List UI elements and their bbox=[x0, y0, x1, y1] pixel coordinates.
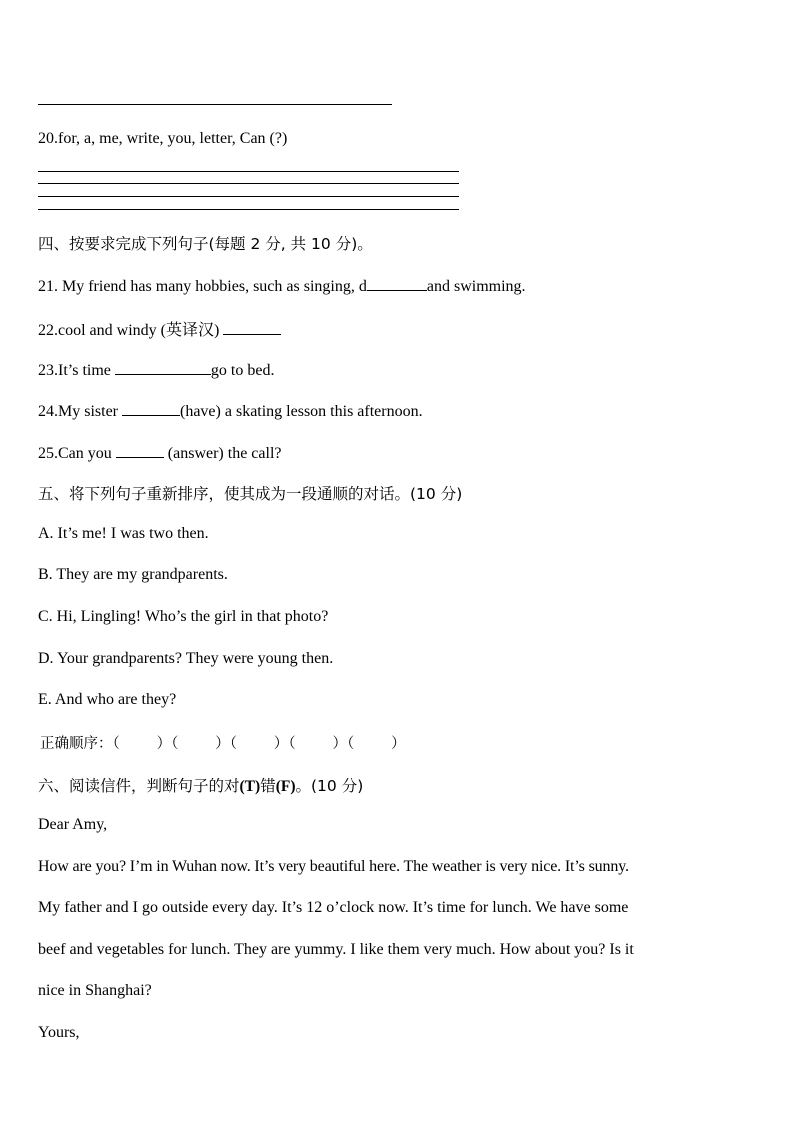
question-text-after: (answer) the call? bbox=[163, 445, 282, 462]
sentence-e: E. And who are they? bbox=[38, 691, 177, 708]
sentence-c: C. Hi, Lingling! Who’s the girl in that photo? bbox=[38, 608, 329, 625]
question-20 bbox=[38, 130, 287, 148]
section-5-heading: 五、将下列句子重新排序，使其成为一段通顺的对话。(10 分) bbox=[38, 485, 463, 503]
question-text: My sister bbox=[58, 403, 122, 420]
question-21 bbox=[38, 275, 526, 296]
answer-blank[interactable] bbox=[223, 319, 281, 335]
question-number: 24. bbox=[38, 403, 58, 420]
sentence-d: D. Your grandparents? They were young then. bbox=[38, 650, 334, 667]
question-text: cool and windy (英译汉) bbox=[58, 322, 224, 339]
question-number: 23. bbox=[38, 362, 58, 379]
heading-false-marker: (F) bbox=[275, 778, 296, 795]
answer-line bbox=[38, 183, 459, 184]
answer-blank[interactable] bbox=[115, 359, 211, 375]
letter-line: beef and vegetables for lunch. They are yummy. I like them very much. How about you? Is it bbox=[38, 941, 634, 958]
order-label: 正确顺序： bbox=[40, 736, 113, 752]
section-6-heading bbox=[38, 774, 363, 796]
answer-line bbox=[38, 171, 459, 172]
sentence-a: A. It’s me! I was two then. bbox=[38, 525, 209, 542]
sentence-b: B. They are my grandparents. bbox=[38, 566, 228, 583]
heading-text: 错 bbox=[260, 777, 276, 795]
question-text: It’s time bbox=[58, 362, 115, 379]
question-text: Can you bbox=[58, 445, 116, 462]
question-text: My friend has many hobbies, such as singing, d bbox=[58, 278, 367, 295]
letter-salutation: Dear Amy, bbox=[38, 816, 108, 833]
answer-blank[interactable] bbox=[122, 400, 180, 416]
order-slots[interactable]: （ ）（ ）（ ）（ ）（ ） bbox=[112, 736, 406, 752]
answer-line bbox=[38, 209, 459, 210]
answer-line bbox=[38, 196, 459, 197]
answer-line-top bbox=[38, 104, 392, 105]
section-4-heading: 四、按要求完成下列句子(每题 2 分, 共 10 分)。 bbox=[38, 235, 373, 253]
question-number: 20. bbox=[38, 130, 58, 147]
question-number: 22. bbox=[38, 322, 58, 339]
question-text-after: and swimming. bbox=[426, 278, 526, 295]
question-text-after: go to bed. bbox=[210, 362, 275, 379]
question-23 bbox=[38, 359, 274, 380]
question-25 bbox=[38, 442, 282, 463]
heading-text: 六、阅读信件，判断句子的对 bbox=[38, 777, 240, 795]
question-24 bbox=[38, 400, 423, 421]
answer-blank[interactable] bbox=[367, 275, 427, 291]
heading-true-marker: (T) bbox=[239, 778, 261, 795]
letter-line: My father and I go outside every day. It’s 12 o’clock now. It’s time for lunch. We have some bbox=[38, 899, 629, 916]
letter-line: nice in Shanghai? bbox=[38, 982, 152, 999]
question-number: 25. bbox=[38, 445, 58, 462]
letter-closing: Yours, bbox=[38, 1024, 80, 1041]
order-answer bbox=[40, 732, 406, 753]
question-number: 21. bbox=[38, 278, 58, 295]
question-text: for, a, me, write, you, letter, Can (?) bbox=[58, 130, 288, 147]
question-22 bbox=[38, 317, 281, 340]
answer-blank[interactable] bbox=[116, 442, 164, 458]
heading-text: 。(10 分) bbox=[295, 777, 364, 795]
question-text-after: (have) a skating lesson this afternoon. bbox=[180, 403, 423, 420]
letter-line: How are you? I’m in Wuhan now. It’s very beautiful here. The weather is very nice. It’s sunny. bbox=[38, 858, 629, 875]
